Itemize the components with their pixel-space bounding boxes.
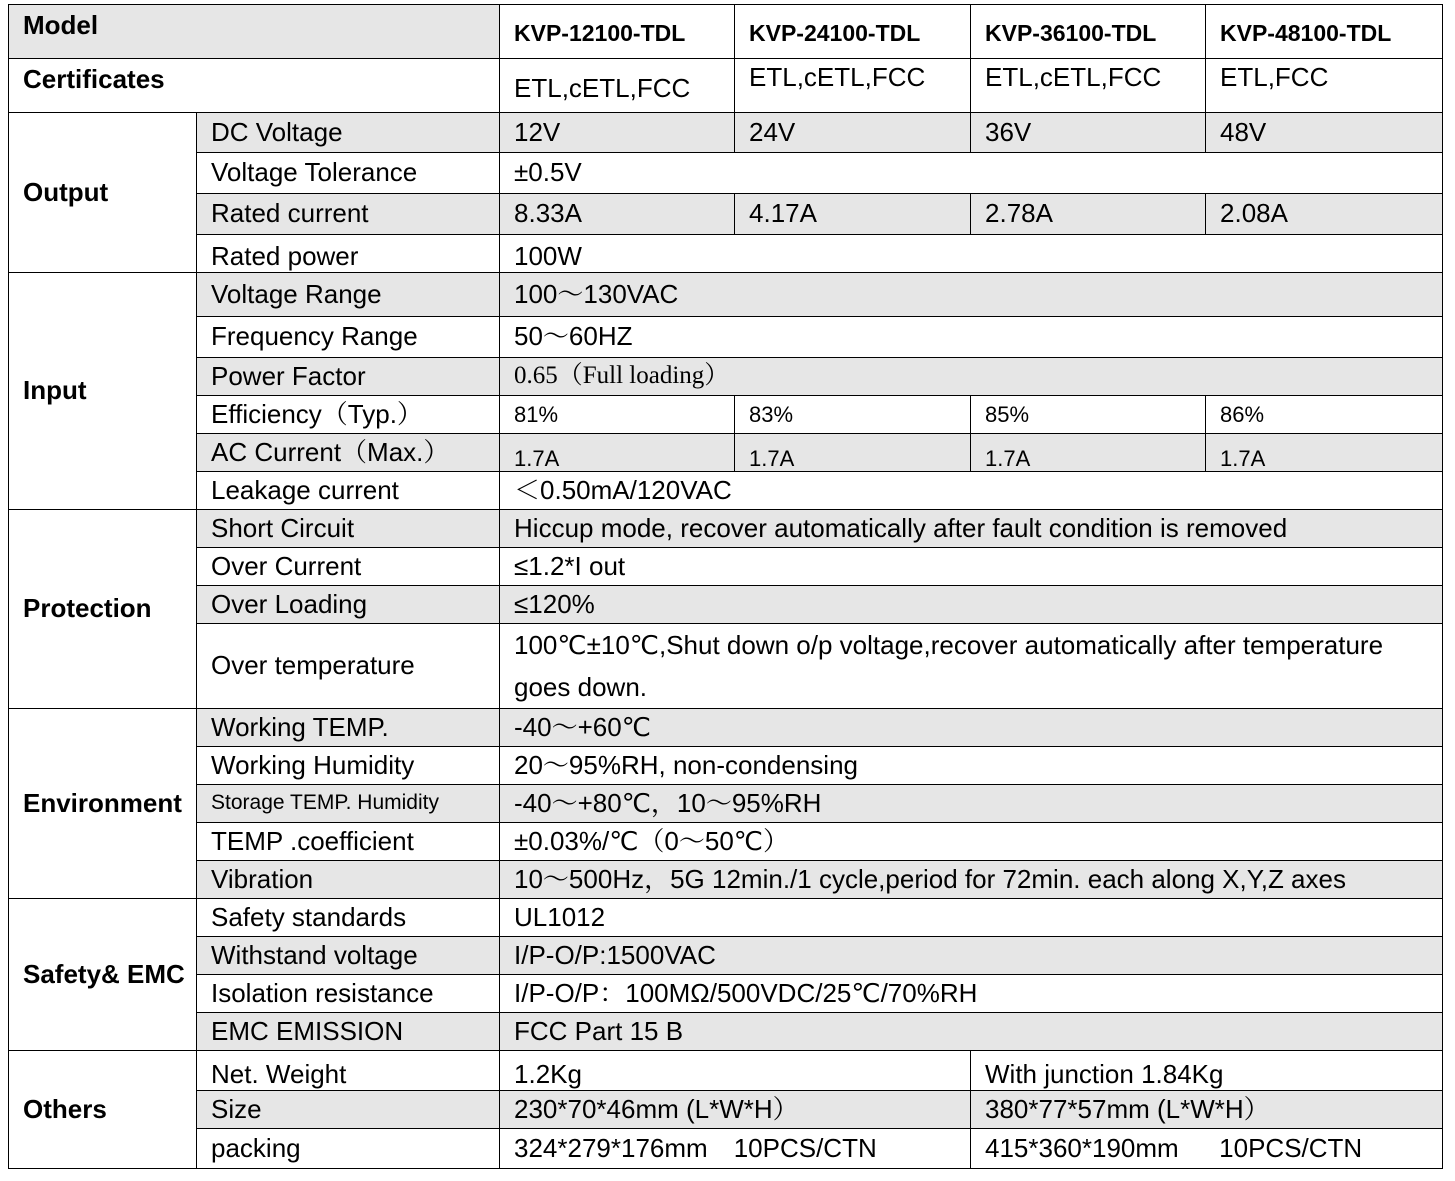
param-value: UL1012 <box>500 899 1443 937</box>
group-input: Input <box>9 273 197 510</box>
param-value: 36V <box>971 113 1206 153</box>
param-label: AC Current（Max.） <box>197 434 500 472</box>
param-value: 85% <box>971 396 1206 434</box>
param-label: Storage TEMP. Humidity <box>197 785 500 823</box>
param-value: 230*70*46mm (L*W*H） <box>500 1091 971 1129</box>
withstand-voltage-row <box>9 937 1443 975</box>
param-label: Isolation resistance <box>197 975 500 1013</box>
model-kvp-48100: KVP-48100-TDL <box>1206 5 1443 59</box>
param-value: ＜0.50mA/120VAC <box>500 472 1443 510</box>
param-value: 83% <box>735 396 971 434</box>
param-value: 1.7A <box>735 434 971 472</box>
param-label: Safety standards <box>197 899 500 937</box>
param-label: Over Current <box>197 548 500 586</box>
model-row <box>9 5 1443 59</box>
packing-row <box>9 1129 1443 1169</box>
ac-current-row <box>9 434 1443 472</box>
param-value: FCC Part 15 B <box>500 1013 1443 1051</box>
param-label: Power Factor <box>197 358 500 396</box>
param-value: 1.2Kg <box>500 1051 971 1091</box>
group-output: Output <box>9 113 197 273</box>
param-label: Rated power <box>197 235 500 273</box>
param-label: DC Voltage <box>197 113 500 153</box>
param-value: 10～500Hz，5G 12min./1 cycle,period for 72min. each along X,Y,Z axes <box>500 861 1443 899</box>
voltage-range-row <box>9 273 1443 317</box>
group-safety-emc: Safety& EMC <box>9 899 197 1051</box>
param-label: Withstand voltage <box>197 937 500 975</box>
working-temp-row <box>9 709 1443 747</box>
frequency-range-row <box>9 317 1443 358</box>
model-kvp-36100: KVP-36100-TDL <box>971 5 1206 59</box>
param-label: Over Loading <box>197 586 500 624</box>
param-value: Hiccup mode, recover automatically after fault condition is removed <box>500 510 1443 548</box>
param-value: 8.33A <box>500 194 735 235</box>
param-value: 0.65（Full loading） <box>500 358 1443 396</box>
size-row <box>9 1091 1443 1129</box>
rated-power-row <box>9 235 1443 273</box>
group-protection: Protection <box>9 510 197 709</box>
param-value: -40～+80℃，10～95%RH <box>500 785 1443 823</box>
power-factor-row <box>9 358 1443 396</box>
efficiency-row <box>9 396 1443 434</box>
model-kvp-24100: KVP-24100-TDL <box>735 5 971 59</box>
param-value: 324*279*176mm 10PCS/CTN <box>500 1129 971 1169</box>
certificate-value: ETL,cETL,FCC <box>971 59 1206 113</box>
param-value: 1.7A <box>971 434 1206 472</box>
certificate-value: ETL,FCC <box>1206 59 1443 113</box>
param-label: Voltage Range <box>197 273 500 317</box>
param-label: TEMP .coefficient <box>197 823 500 861</box>
param-value: 100～130VAC <box>500 273 1443 317</box>
certificates-label: Certificates <box>9 59 500 113</box>
param-label: Leakage current <box>197 472 500 510</box>
param-label: Efficiency（Typ.） <box>197 396 500 434</box>
net-weight-row <box>9 1051 1443 1091</box>
param-value: 1.7A <box>1206 434 1443 472</box>
storage-row <box>9 785 1443 823</box>
param-label: Working TEMP. <box>197 709 500 747</box>
param-label: EMC EMISSION <box>197 1013 500 1051</box>
model-label: Model <box>9 5 500 59</box>
param-value: -40～+60℃ <box>500 709 1443 747</box>
param-value: 100W <box>500 235 1443 273</box>
param-value: ≤120% <box>500 586 1443 624</box>
param-value: 50～60HZ <box>500 317 1443 358</box>
param-value: With junction 1.84Kg <box>971 1051 1443 1091</box>
param-label: Frequency Range <box>197 317 500 358</box>
temp-coefficient-row <box>9 823 1443 861</box>
param-label: Vibration <box>197 861 500 899</box>
param-value: 4.17A <box>735 194 971 235</box>
certificates-row <box>9 59 1443 113</box>
working-humidity-row <box>9 747 1443 785</box>
over-current-row <box>9 548 1443 586</box>
certificate-value: ETL,cETL,FCC <box>735 59 971 113</box>
param-label: Size <box>197 1091 500 1129</box>
dc-voltage-row <box>9 113 1443 153</box>
param-value: 380*77*57mm (L*W*H） <box>971 1091 1443 1129</box>
param-value: 20～95%RH, non-condensing <box>500 747 1443 785</box>
param-value: 81% <box>500 396 735 434</box>
param-value: 415*360*190mm 10PCS/CTN <box>971 1129 1443 1169</box>
spec-table <box>8 4 1443 1169</box>
safety-standards-row <box>9 899 1443 937</box>
leakage-current-row <box>9 472 1443 510</box>
over-temperature-row <box>9 624 1443 709</box>
param-label: Working Humidity <box>197 747 500 785</box>
param-label: Voltage Tolerance <box>197 153 500 194</box>
param-value: I/P-O/P:1500VAC <box>500 937 1443 975</box>
group-others: Others <box>9 1051 197 1169</box>
model-kvp-12100: KVP-12100-TDL <box>500 5 735 59</box>
group-environment: Environment <box>9 709 197 899</box>
param-label: Rated current <box>197 194 500 235</box>
param-value: 100℃±10℃,Shut down o/p voltage,recover automatically after temperature goes down. <box>500 624 1443 709</box>
param-label: Net. Weight <box>197 1051 500 1091</box>
vibration-row <box>9 861 1443 899</box>
short-circuit-row <box>9 510 1443 548</box>
over-loading-row <box>9 586 1443 624</box>
param-label: packing <box>197 1129 500 1169</box>
voltage-tolerance-row <box>9 153 1443 194</box>
param-value: 86% <box>1206 396 1443 434</box>
param-value: ±0.5V <box>500 153 1443 194</box>
param-value: ±0.03%/℃（0～50℃） <box>500 823 1443 861</box>
param-value: 1.7A <box>500 434 735 472</box>
param-label: Short Circuit <box>197 510 500 548</box>
param-label: Over temperature <box>197 624 500 709</box>
emc-emission-row <box>9 1013 1443 1051</box>
param-value: 12V <box>500 113 735 153</box>
param-value: 48V <box>1206 113 1443 153</box>
param-value: I/P-O/P：100MΩ/500VDC/25℃/70%RH <box>500 975 1443 1013</box>
certificate-value: ETL,cETL,FCC <box>500 59 735 113</box>
param-value: ≤1.2*I out <box>500 548 1443 586</box>
param-value: 2.78A <box>971 194 1206 235</box>
param-value: 24V <box>735 113 971 153</box>
rated-current-row <box>9 194 1443 235</box>
isolation-resistance-row <box>9 975 1443 1013</box>
param-value: 2.08A <box>1206 194 1443 235</box>
